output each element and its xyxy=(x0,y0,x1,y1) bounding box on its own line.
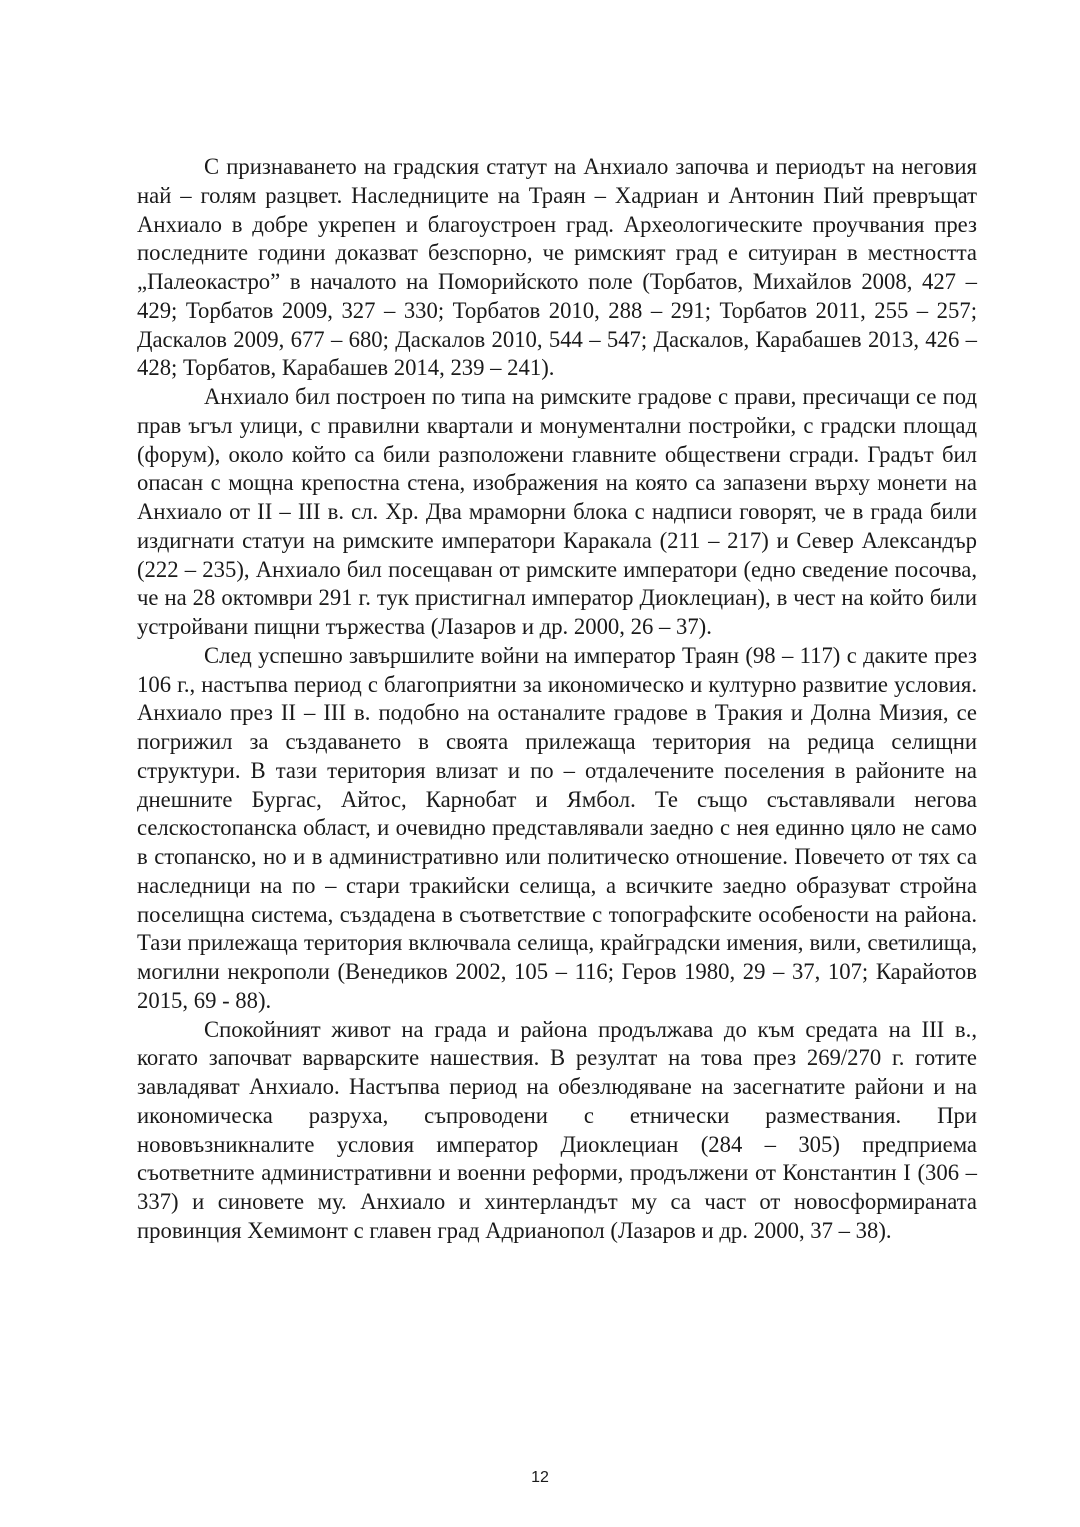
paragraph-ankhialo-city-status: С признаването на градския статут на Анхиало започва и периодът на неговия най – голям разцвет. Наследниците на Траян – Хадриан и Антонин Пий превръщат Анхиало в добре укрепен и благоустроен град. Археологическите проучвания през последните години доказват безспорно, че римският град е ситуиран в местността „Палеокастро” в началото на Поморийското поле (Торбатов, Михайлов 2008, 427 – 429; Торбатов 2009, 327 – 330; Торбатов 2010, 288 – 291; Торбатов 2011, 255 – 257; Даскалов 2009, 677 – 680; Даскалов 2010, 544 – 547; Даскалов, Карабашев 2013, 426 – 428; Торбатов, Карабашев 2014, 239 – 241). xyxy=(137,154,977,381)
page-number: 12 xyxy=(531,1469,549,1486)
paragraph-trajan-wars-territory: След успешно завършилите войни на император Траян (98 – 117) с даките през 106 г., настъпва период с благоприятни за икономическо и културно развитие условия. Анхиало през II – III в. подобно на останалите градове в Тракия и Долна Мизия, се погрижил за създаването в своята прилежаща територия на редица селищни структури. В тази територия влизат и по – отдалечените поселения в районите на днешните Бургас, Айтос, Карнобат и Ямбол. Те също съставлявали негова селскостопанска област, и очевидно представлявали заедно с нея единно цяло не само в стопанско, но и в административно или политическо отношение. Повечето от тях са наследници на по – стари тракийски селища, а всичките заедно образуват стройна поселищна система, създадена в съответствие с топографските особености на района. Тази прилежаща територия включвала селища, крайградски имения, вили, светилища, могилни некрополи (Венедиков 2002, 105 – 116; Геров 1980, 29 – 37, 107; Карайотов 2015, 69 - 88). xyxy=(137,642,977,1013)
paragraph-roman-city-plan: Анхиало бил построен по типа на римските градове с прави, пресичащи се под прав ъгъл улици, с правилни квартали и монументални постройки, с градски площад (форум), около който са били разположени главните обществени сгради. Градът бил опасан с мощна крепостна стена, изображения на която са запазени върху монети на Анхиало от II – III в. сл. Хр. Два мраморни блока с надписи говорят, че в града били издигнати статуи на римските императори Каракала (211 – 217) и Север Александър (222 – 235), Анхиало бил посещаван от римските императори (едно сведение посочва, че на 28 октомври 291 г. тук пристигнал император Диоклециан), в чест на който били устройвани пищни тържества (Лазаров и др. 2000, 26 – 37). xyxy=(137,384,977,639)
document-body xyxy=(137,153,977,1246)
paragraph-barbarian-invasions: Спокойният живот на града и района продължава до към средата на III в., когато започват варварските нашествия. В резултат на това през 269/270 г. готите завладяват Анхиало. Настъпва период на обезлюдяване на засегнатите райони и на икономическа разруха, съпроводени с етнически размествания. При нововъзникналите условия император Диоклециан (284 – 305) предприема съответните административни и военни реформи, продължени от Константин I (306 – 337) и синовете му. Анхиало и хинтерландът му са част от новосформираната провинция Хемимонт с главен град Адрианопол (Лазаров и др. 2000, 37 – 38). xyxy=(137,1016,977,1243)
